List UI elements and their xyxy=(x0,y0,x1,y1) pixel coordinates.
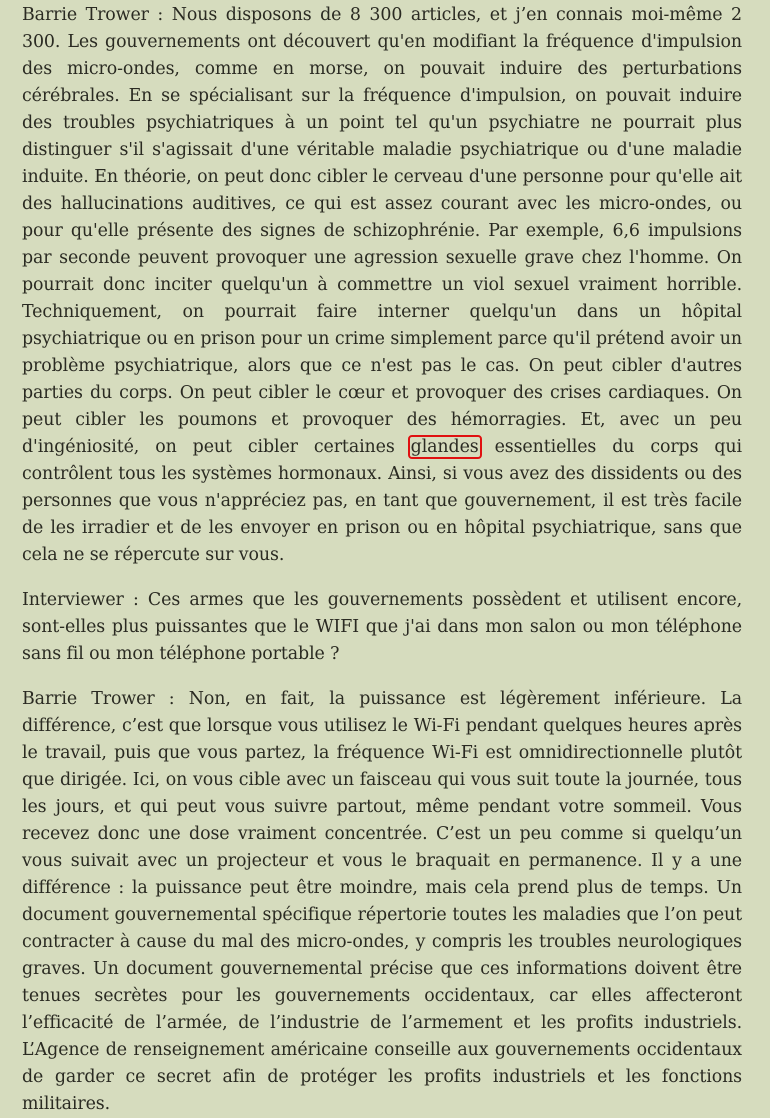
paragraph-text-before: Barrie Trower : Nous disposons de 8 300 articles, et j’en connais moi-même 2 300. Les gouvernements ont découvert qu'en modifiant la fréquence d'impulsion des micro-ondes, comme en morse, on pouvait induire des perturbations cérébrales. En se spécialisant sur la fréquence d'impulsion, on pouvait induire des troubles psychiatriques à un point tel qu'un psychiatre ne pourrait plus distinguer s'il s'agissait d'une véritable maladie psychiatrique ou d'une maladie induite. En théorie, on peut donc cibler le cerveau d'une personne pour qu'elle ait des hallucinations auditives, ce qui est assez courant avec les micro-ondes, ou pour qu'elle présente des signes de schizophrénie. Par exemple, 6,6 impulsions par seconde peuvent provoquer une agression sexuelle grave chez l'homme. On pourrait donc inciter quelqu'un à commettre un viol sexuel vraiment horrible. Techniquement, on pourrait faire interner quelqu'un dans un hôpital psychiatrique ou en prison pour un crime simplement parce qu'il prétend avoir un problème psychiatrique, alors que ce n'est pas le cas. On peut cibler d'autres parties du corps. On peut cibler le cœur et provoquer des crises cardiaques. On peut cibler les poumons et provoquer des hémorragies. Et, avec un peu d'ingéniosité, on peut cibler certaines xyxy=(22,5,742,457)
paragraph-text-after: essentielles du corps qui contrôlent tous les systèmes hormonaux. Ainsi, si vous avez des dissidents ou des personnes que vous n'appréciez pas, en tant que gouvernement, il est très facile de les irradier et de les envoyer en prison ou en hôpital psychiatrique, sans que cela ne se répercute sur vous. xyxy=(22,437,742,565)
highlighted-word: glandes xyxy=(408,435,482,459)
paragraph-trower-answer-2: Barrie Trower : Non, en fait, la puissance est légèrement inférieure. La différence, c’est que lorsque vous utilisez le Wi-Fi pendant quelques heures après le travail, puis que vous partez, la fréquence Wi-Fi est omnidirectionnelle plutôt que dirigée. Ici, on vous cible avec un faisceau qui vous suit toute la journée, tous les jours, et qui peut vous suivre partout, même pendant votre sommeil. Vous recevez donc une dose vraiment concentrée. C’est un peu comme si quelqu’un vous suivait avec un projecteur et vous le braquait en permanence. Il y a une différence : la puissance peut être moindre, mais cela prend plus de temps. Un document gouvernemental spécifique répertorie toutes les maladies que l’on peut contracter à cause du mal des micro-ondes, y compris les troubles neurologiques graves. Un document gouvernemental précise que ces informations doivent être tenues secrètes pour les gouvernements occidentaux, car elles affecteront l’efficacité de l’armée, de l’industrie de l’armement et les profits industriels. L’Agence de renseignement américaine conseille aux gouvernements occidentaux de garder ce secret afin de protéger les profits industriels et les fonctions militaires. xyxy=(22,689,742,1114)
document-page xyxy=(22,2,742,1118)
paragraph-trower-answer-1 xyxy=(22,2,742,569)
paragraph-interviewer-question: Interviewer : Ces armes que les gouvernements possèdent et utilisent encore, sont-elles plus puissantes que le WIFI que j'ai dans mon salon ou mon téléphone sans fil ou mon téléphone portable ? xyxy=(22,590,742,664)
